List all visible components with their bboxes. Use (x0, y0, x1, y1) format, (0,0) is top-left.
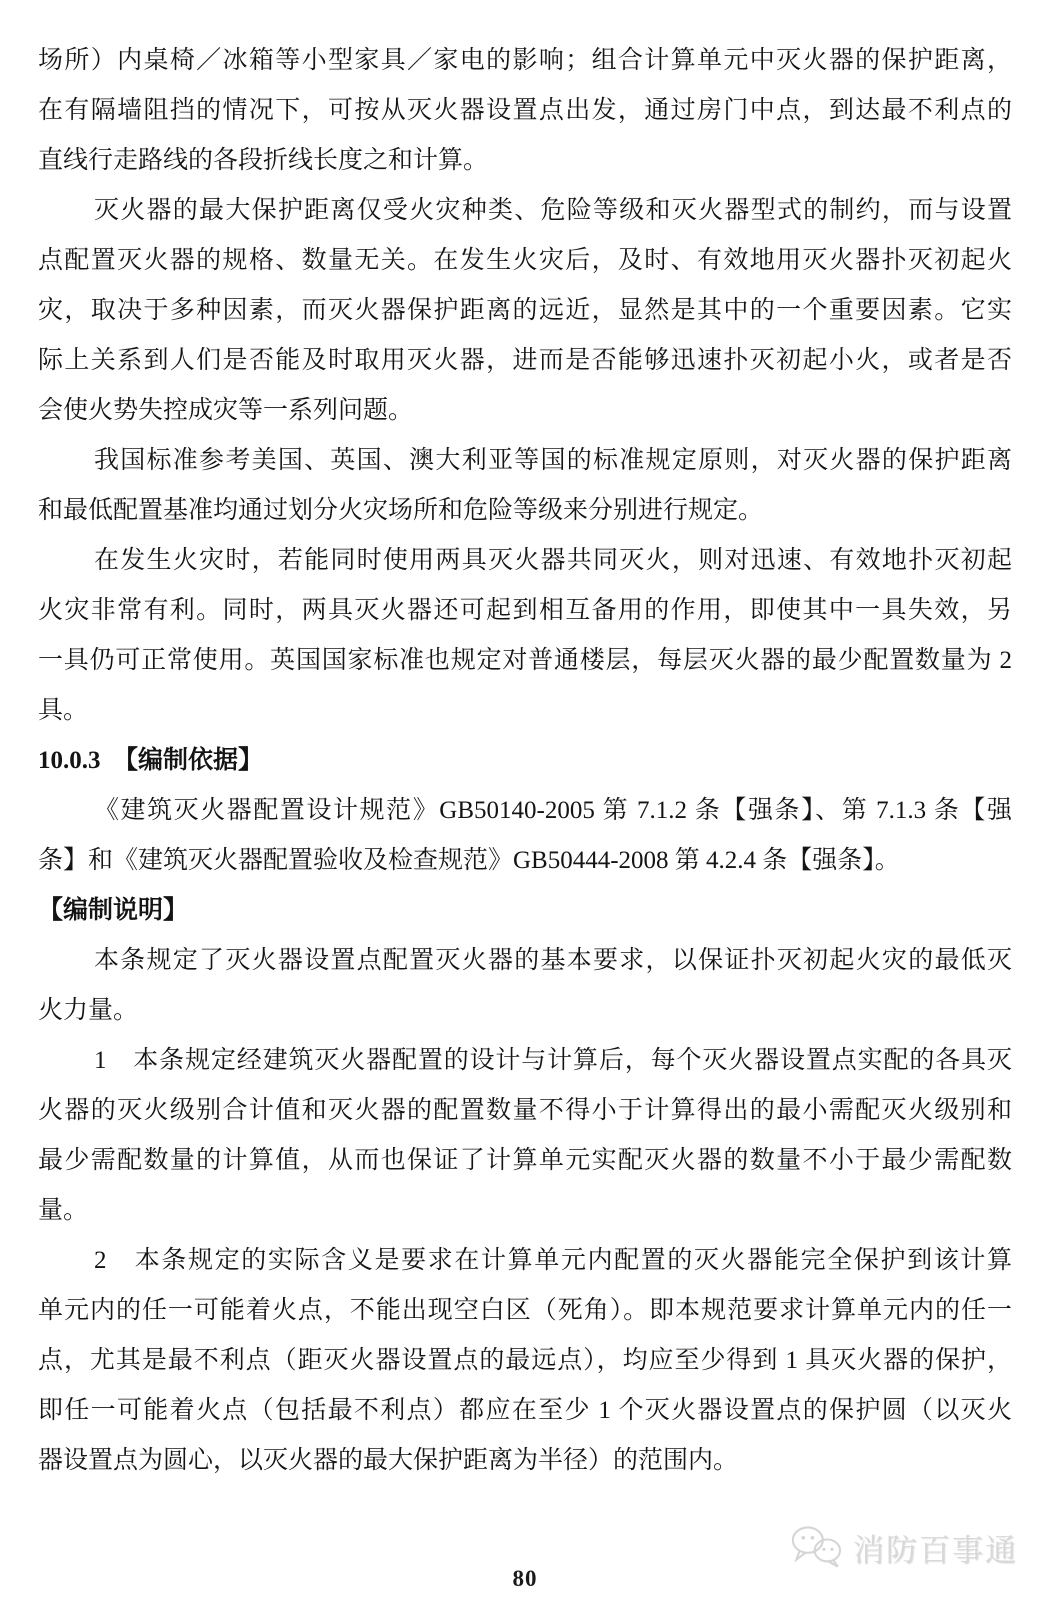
text-line: 我国标准参考美国、英国、澳大利亚等国的标准规定原则，对灭火器的保护距离 (94, 447, 1012, 474)
page-number: 80 (512, 1566, 538, 1591)
text-line: 条】和《建筑灭火器配置验收及检查规范》GB50444-2008 第 4.2.4 条【强条】。 (38, 847, 900, 874)
text-line: 在有隔墙阻挡的情况下，可按从灭火器设置点出发，通过房门中点，到达最不利点的 (38, 97, 1012, 124)
watermark (789, 1524, 1018, 1570)
text-line: 10.0.3 【编制依据】 (38, 747, 264, 774)
text-line: 会使火势失控成灾等一系列问题。 (38, 397, 414, 424)
text-line: 量。 (38, 1197, 89, 1224)
text-line: 器设置点为圆心，以灭火器的最大保护距离为半径）的范围内。 (38, 1447, 739, 1474)
text-line: 火力量。 (38, 997, 139, 1024)
text-line: 1 本条规定经建筑灭火器配置的设计与计算后，每个灭火器设置点实配的各具灭 (94, 1047, 1012, 1074)
watermark-text: 消防百事通 (853, 1532, 1018, 1568)
text-line: 一具仍可正常使用。英国国家标准也规定对普通楼层，每层灭火器的最少配置数量为 2 (38, 647, 1012, 674)
text-line: 本条规定了灭火器设置点配置灭火器的基本要求，以保证扑灭初起火灾的最低灭 (94, 947, 1012, 974)
wechat-icon (789, 1524, 845, 1570)
text-line: 点配置灭火器的规格、数量无关。在发生火灾后，及时、有效地用灭火器扑灭初起火 (38, 247, 1012, 274)
text-line: 最少需配数量的计算值，从而也保证了计算单元实配灭火器的数量不小于最少需配数 (38, 1147, 1012, 1174)
text-line: 【编制说明】 (38, 897, 189, 924)
text-line: 火器的灭火级别合计值和灭火器的配置数量不得小于计算得出的最小需配灭火级别和 (38, 1097, 1012, 1124)
text-line: 际上关系到人们是否能及时取用灭火器，进而是否能够迅速扑灭初起小火，或者是否 (38, 347, 1012, 374)
text-line: 点，尤其是最不利点（距灭火器设置点的最远点），均应至少得到 1 具灭火器的保护， (38, 1347, 1012, 1374)
document-body (38, 36, 1012, 1486)
text-line: 灾，取决于多种因素，而灭火器保护距离的远近，显然是其中的一个重要因素。它实 (38, 297, 1012, 324)
text-line: 和最低配置基准均通过划分火灾场所和危险等级来分别进行规定。 (38, 497, 764, 524)
text-line: 《建筑灭火器配置设计规范》GB50140-2005 第 7.1.2 条【强条】、第 7.1.3 条【强 (94, 797, 1012, 824)
text-line: 即任一可能着火点（包括最不利点）都应在至少 1 个灭火器设置点的保护圆（以灭火 (38, 1397, 1012, 1424)
text-line: 火灾非常有利。同时，两具灭火器还可起到相互备用的作用，即使其中一具失效，另 (38, 597, 1012, 624)
text-line: 单元内的任一可能着火点，不能出现空白区（死角）。即本规范要求计算单元内的任一 (38, 1297, 1012, 1324)
text-line: 2 本条规定的实际含义是要求在计算单元内配置的灭火器能完全保护到该计算 (94, 1247, 1012, 1274)
text-line: 灭火器的最大保护距离仅受火灾种类、危险等级和灭火器型式的制约，而与设置 (94, 197, 1012, 224)
text-line: 场所）内桌椅／冰箱等小型家具／家电的影响；组合计算单元中灭火器的保护距离， (38, 47, 1012, 74)
text-line: 具。 (38, 697, 89, 724)
text-line: 直线行走路线的各段折线长度之和计算。 (38, 147, 489, 174)
text-line: 在发生火灾时，若能同时使用两具灭火器共同灭火，则对迅速、有效地扑灭初起 (94, 547, 1012, 574)
